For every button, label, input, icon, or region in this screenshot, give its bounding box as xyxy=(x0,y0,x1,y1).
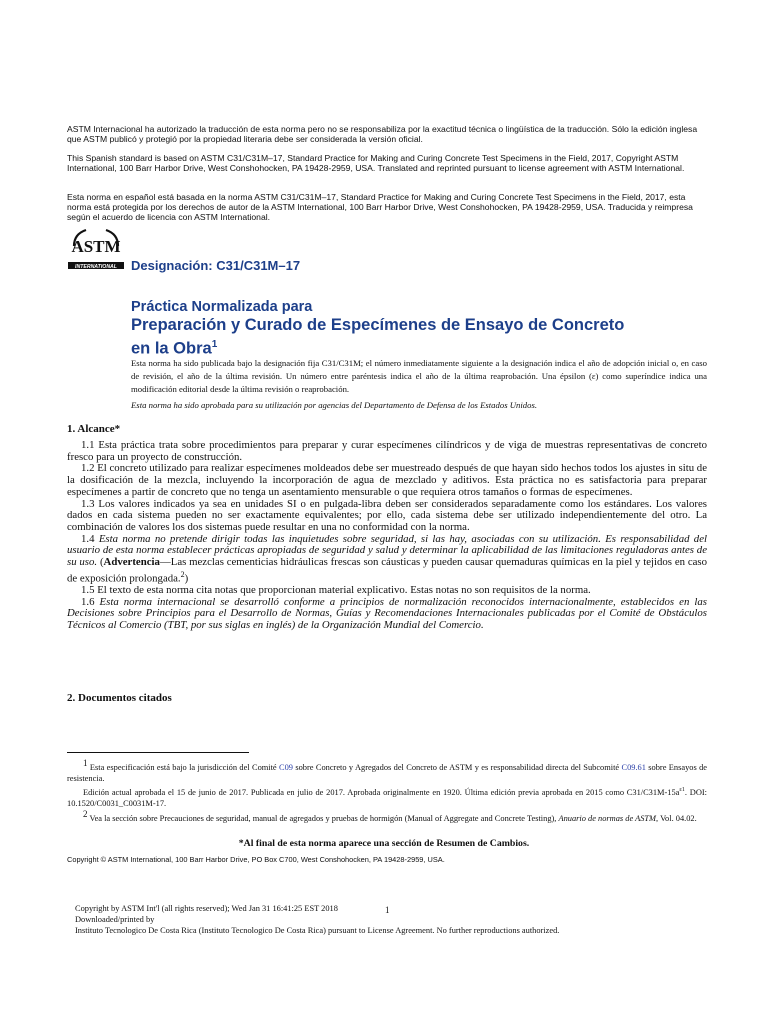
paragraph-1-2: 1.2 El concreto utilizado para realizar especímenes moldeados debe ser muestreado después de que hayan sido hechos todos los ajustes in situ de la dosificación de la mezcla, incluyendo la incorporación de agua de mezclado y aditivos. Esta práctica no es satisfactoria para preparar especímenes a partir de concreto que no tenga un asentamiento mensurable o que requiera otros tamaños o formas de especímenes. xyxy=(67,462,707,498)
paragraph-1-3: 1.3 Los valores indicados ya sea en unidades SI o en pulgada-libra deben ser considerados separadamente como los estándares. Los valores dados en cada sistema pueden no ser exactamente equivalentes; por ello, cada sistema debe ser utilizado independientemente del otro. La combinación de valores los dos sistemas puede resultar en una no conformidad con la norma. xyxy=(67,497,707,533)
paragraph-1-4: 1.4 Esta norma no pretende dirigir todas las inquietudes sobre seguridad, si las hay, asociadas con su utilización. Es responsabilidad del usuario de esta norma establecer prácticas apropiadas de seguridad y salud y determinar la aplicabilidad de las limitaciones reguladoras antes de su uso. (Advertencia—Las mezclas cementicias hidráulicas frescas son cáusticas y pueden causar quemaduras químicas en la piel y tejidos en caso de exposición prolongada.$^2$) xyxy=(67,532,708,585)
title-line-3: en la Obra$^1$ xyxy=(131,339,218,358)
paragraph-1-6: 1.6 Esta norma internacional se desarrolló conforme a principios de normalización reconocidos internacionalmente, establecidos en las Decisiones sobre Principios para el Desarrollo de Normas, Guías y Recomendaciones Internacionales publicadas por el Comité de Obstáculos Técnicos al Comercio (TBT, por sus siglas en inglés) de la Organización Mundial del Comercio. xyxy=(67,595,707,632)
footnote-divider xyxy=(67,752,249,753)
svg-text:ASTM: ASTM xyxy=(71,237,121,256)
copyright-line: Copyright © ASTM International, 100 Barr Harbor Drive, PO Box C700, West Conshohocken, PA 19428-2959, USA. xyxy=(67,855,445,864)
title-footnote-ref: 1 xyxy=(211,339,218,350)
footer-copyright: Copyright by ASTM Int'l (all rights reserved); Wed Jan 31 16:41:25 EST 2018 xyxy=(75,904,338,913)
english-basis-notice: This Spanish standard is based on ASTM C31/C31M–17, Standard Practice for Making and Curing Concrete Test Specimens in the Field, 2017, Copyright ASTM International, 100 Barr Harbor Drive, West Conshohocken, PA 19428-2959, USA. Translated and reprinted pursuant to license agreement with ASTM International. xyxy=(67,153,685,174)
designation-explanation: Esta norma ha sido publicada bajo la designación fija C31/C31M; el número inmediatamente siguiente a la designación indica el año de adopción inicial o, en caso de revisión, el año de la última revisión. Un número entre paréntesis indica el año de la última reaprobación. Una épsilon (ε) como superíndice indica una modificación editorial desde la última revisión o reaprobación. xyxy=(131,358,707,394)
section-1-heading: 1. Alcance* xyxy=(67,423,121,435)
document-title xyxy=(131,299,711,359)
footer-downloaded: Downloaded/printed by xyxy=(75,915,155,924)
footnote-2: $^2$ Vea la sección sobre Precauciones de seguridad, manual de agregados y pruebas de hormigón (Manual of Aggregate and Concrete Testing), Anuario de normas de ASTM, Vol. 04.02. xyxy=(83,809,697,824)
astm-logo xyxy=(68,226,124,272)
committee-c09-link[interactable]: C09 xyxy=(279,762,293,772)
translation-notice: ASTM Internacional ha autorizado la traducción de esta norma pero no se responsabiliza por la exactitud técnica o lingüística de la traducción. Sólo la edición inglesa que ASTM publicó y protegió por la propiedad literaria debe ser considerada la versión oficial. xyxy=(67,124,698,145)
footer-license: Instituto Tecnologico De Costa Rica (Instituto Tecnologico De Costa Rica) pursuant to License Agreement. No further reproductions authorized. xyxy=(75,926,560,935)
subcommittee-c09-61-link[interactable]: C09.61 xyxy=(621,762,646,772)
download-footer xyxy=(75,903,559,936)
paragraph-1-5: 1.5 El texto de esta norma cita notas que proporcionan material explicativo. Estas notas no son requisitos de la norma. xyxy=(81,584,591,597)
spanish-basis-notice: Esta norma en español está basada en la norma ASTM C31/C31M–17, Standard Practice for Making and Curing Concrete Test Specimens in the Field, 2017, esta norma está protegida por los derechos de autor de la ASTM International, 100 Barr Harbor Drive, West Conshohocken, PA 19428-2959, USA. Traducida y reimpresa según el acuerdo de licencia con ASTM International. xyxy=(67,192,693,223)
designation: Designación: C31/C31M–17 xyxy=(131,258,301,273)
title-line-1: Práctica Normalizada para xyxy=(131,299,313,315)
svg-text:INTERNATIONAL: INTERNATIONAL xyxy=(75,264,117,270)
footnote-1-edition: Edición actual aprobada el 15 de junio de 2017. Publicada en julio de 2017. Aprobada originalmente en 1920. Última edición previa aprobada en 2015 como $C31/C31M-15a^{\varepsilon 1}$. DOI: 10.1520/C0031_C0031M-17. xyxy=(67,786,707,808)
dod-approval-note: Esta norma ha sido aprobada para su utilización por agencias del Departamento de Defensa de los Estados Unidos. xyxy=(131,400,538,410)
title-line-2: Preparación y Curado de Especímenes de Ensayo de Concreto xyxy=(131,316,625,334)
section-2-heading: 2. Documentos citados xyxy=(67,692,172,704)
page-number: 1 xyxy=(385,905,390,915)
section-1-body xyxy=(67,440,707,632)
footnote-1: $^1$ Esta especificación está bajo la jurisdicción del Comité C09 sobre Concreto y Agregados del Concreto de ASTM y es responsabilidad directa del Subcomité C09.61 sobre Ensayos de resistencia. xyxy=(67,758,707,784)
paragraph-1-1: 1.1 Esta práctica trata sobre procedimientos para preparar y curar especímenes cilíndricos y de viga de muestras representativas de concreto fresco para un proyecto de construcción. xyxy=(67,439,707,463)
footnotes xyxy=(67,758,707,824)
summary-of-changes-note: *Al final de esta norma aparece una sección de Resumen de Cambios. xyxy=(238,838,530,849)
